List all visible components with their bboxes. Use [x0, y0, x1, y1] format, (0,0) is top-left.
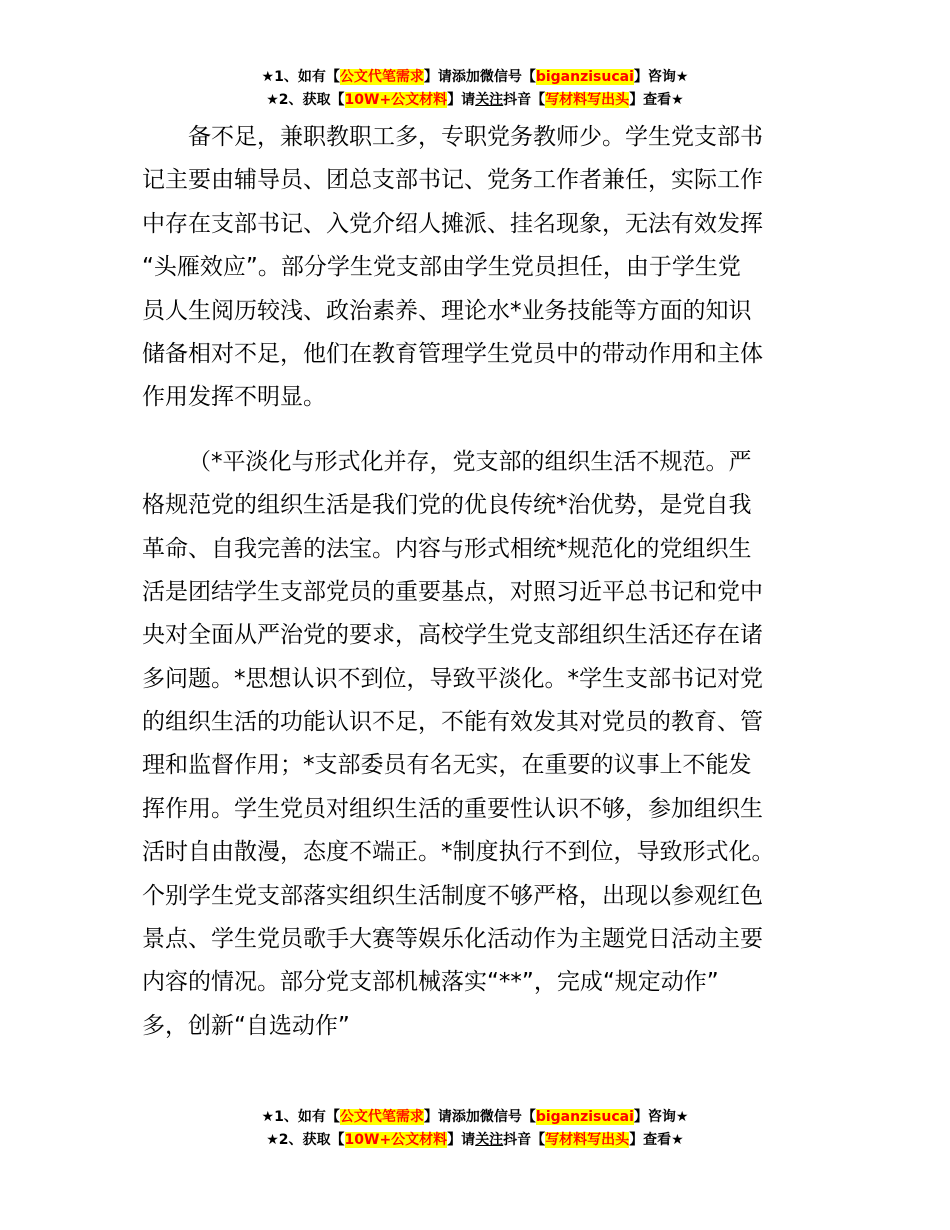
header-line-2 [0, 89, 950, 112]
header-line-1-highlight-service: 公文代笔需求 [339, 69, 424, 85]
paragraph-line: 作用发挥不明显。 [142, 384, 326, 411]
footer-line-2 [0, 1129, 950, 1152]
document-body [142, 116, 824, 1048]
header-line-2-highlight-douyin: 写材料写出头 [545, 92, 630, 108]
paragraph-line: 中存在支部书记、入党介绍人摊派、挂名现象，无法有效发挥 [142, 210, 763, 237]
paragraph-line: 个别学生党支部落实组织生活制度不够严格，出现以参观红色 [142, 882, 763, 909]
paragraph-line: 多问题。*思想认识不到位，导致平淡化。*学生支部书记对党 [142, 665, 763, 692]
paragraph-line: 内容的情况。部分党支部机械落实“**”，完成“规定动作” [142, 969, 719, 996]
paragraph-line: 多，创新“自选动作” [142, 1012, 350, 1039]
paragraph-line: 储备相对不足，他们在教育管理学生党员中的带动作用和主体 [142, 340, 763, 367]
paragraph-line: 革命、自我完善的法宝。内容与形式相统*规范化的党组织生 [142, 535, 752, 562]
header-line-2-follow: 关注 [475, 92, 504, 108]
paragraph-line: 活是团结学生支部党员的重要基点，对照习近平总书记和党中 [142, 578, 763, 605]
footer-line-2-middle-a: 】请 [447, 1132, 476, 1148]
header-line-1-suffix: 】咨询★ [633, 69, 689, 85]
header-line-2-prefix: ★2、获取【 [266, 92, 345, 108]
footer-line-1 [0, 1106, 950, 1129]
paragraph-gap [142, 420, 824, 441]
header-line-2-highlight-materials: 10W+公文材料 [344, 92, 448, 108]
paragraph-line: 挥作用。学生党员对组织生活的重要性认识不够，参加组织生 [142, 795, 763, 822]
paragraph-line: （*平淡化与形式化并存，党支部的组织生活不规范。严 [188, 448, 752, 475]
footer-line-2-highlight-douyin: 写材料写出头 [545, 1132, 630, 1148]
header-line-2-suffix: 】查看★ [629, 92, 684, 108]
footer-line-2-suffix: 】查看★ [629, 1132, 684, 1148]
header-line-1-highlight-wechat: biganzisucai [535, 69, 634, 85]
footer-line-2-prefix: ★2、获取【 [266, 1132, 345, 1148]
header-banner [0, 66, 950, 112]
footer-line-1-prefix: ★1、如有【 [261, 1109, 340, 1125]
paragraph-line: 活时自由散漫，态度不端正。*制度执行不到位，导致形式化。 [142, 839, 775, 866]
paragraph-line: 央对全面从严治党的要求，高校学生党支部组织生活还存在诸 [142, 622, 763, 649]
paragraph-line: 的组织生活的功能认识不足，不能有效发其对党员的教育、管 [142, 709, 763, 736]
header-line-2-middle-a: 】请 [447, 92, 476, 108]
paragraph-line: 备不足，兼职教职工多，专职党务教师少。学生党支部书 [188, 124, 763, 150]
header-line-2-middle-b: 抖音【 [503, 92, 546, 108]
footer-banner [0, 1106, 950, 1152]
header-line-1 [0, 66, 950, 89]
header-line-1-middle: 】请添加微信号【 [423, 69, 536, 85]
paragraph-1 [142, 116, 824, 420]
paragraph-line: 理和监督作用；*支部委员有名无实，在重要的议事上不能发 [142, 752, 752, 779]
header-line-1-prefix: ★1、如有【 [261, 69, 340, 85]
footer-line-2-follow: 关注 [475, 1132, 504, 1148]
paragraph-2 [142, 441, 824, 1048]
paragraph-line: 景点、学生党员歌手大赛等娱乐化活动作为主题党日活动主要 [142, 926, 763, 953]
footer-line-2-middle-b: 抖音【 [503, 1132, 546, 1148]
footer-line-2-highlight-materials: 10W+公文材料 [344, 1132, 448, 1148]
footer-line-1-suffix: 】咨询★ [633, 1109, 689, 1125]
footer-line-1-highlight-service: 公文代笔需求 [339, 1109, 424, 1125]
paragraph-line: 格规范党的组织生活是我们党的优良传统*治优势，是党自我 [142, 492, 752, 519]
footer-line-1-middle: 】请添加微信号【 [423, 1109, 536, 1125]
paragraph-line: 员人生阅历较浅、政治素养、理论水*业务技能等方面的知识 [142, 297, 752, 324]
paragraph-line: “头雁效应”。部分学生党支部由学生党员担任，由于学生党 [142, 254, 741, 281]
paragraph-line: 记主要由辅导员、团总支部书记、党务工作者兼任，实际工作 [142, 167, 763, 194]
footer-line-1-highlight-wechat: biganzisucai [535, 1109, 634, 1125]
